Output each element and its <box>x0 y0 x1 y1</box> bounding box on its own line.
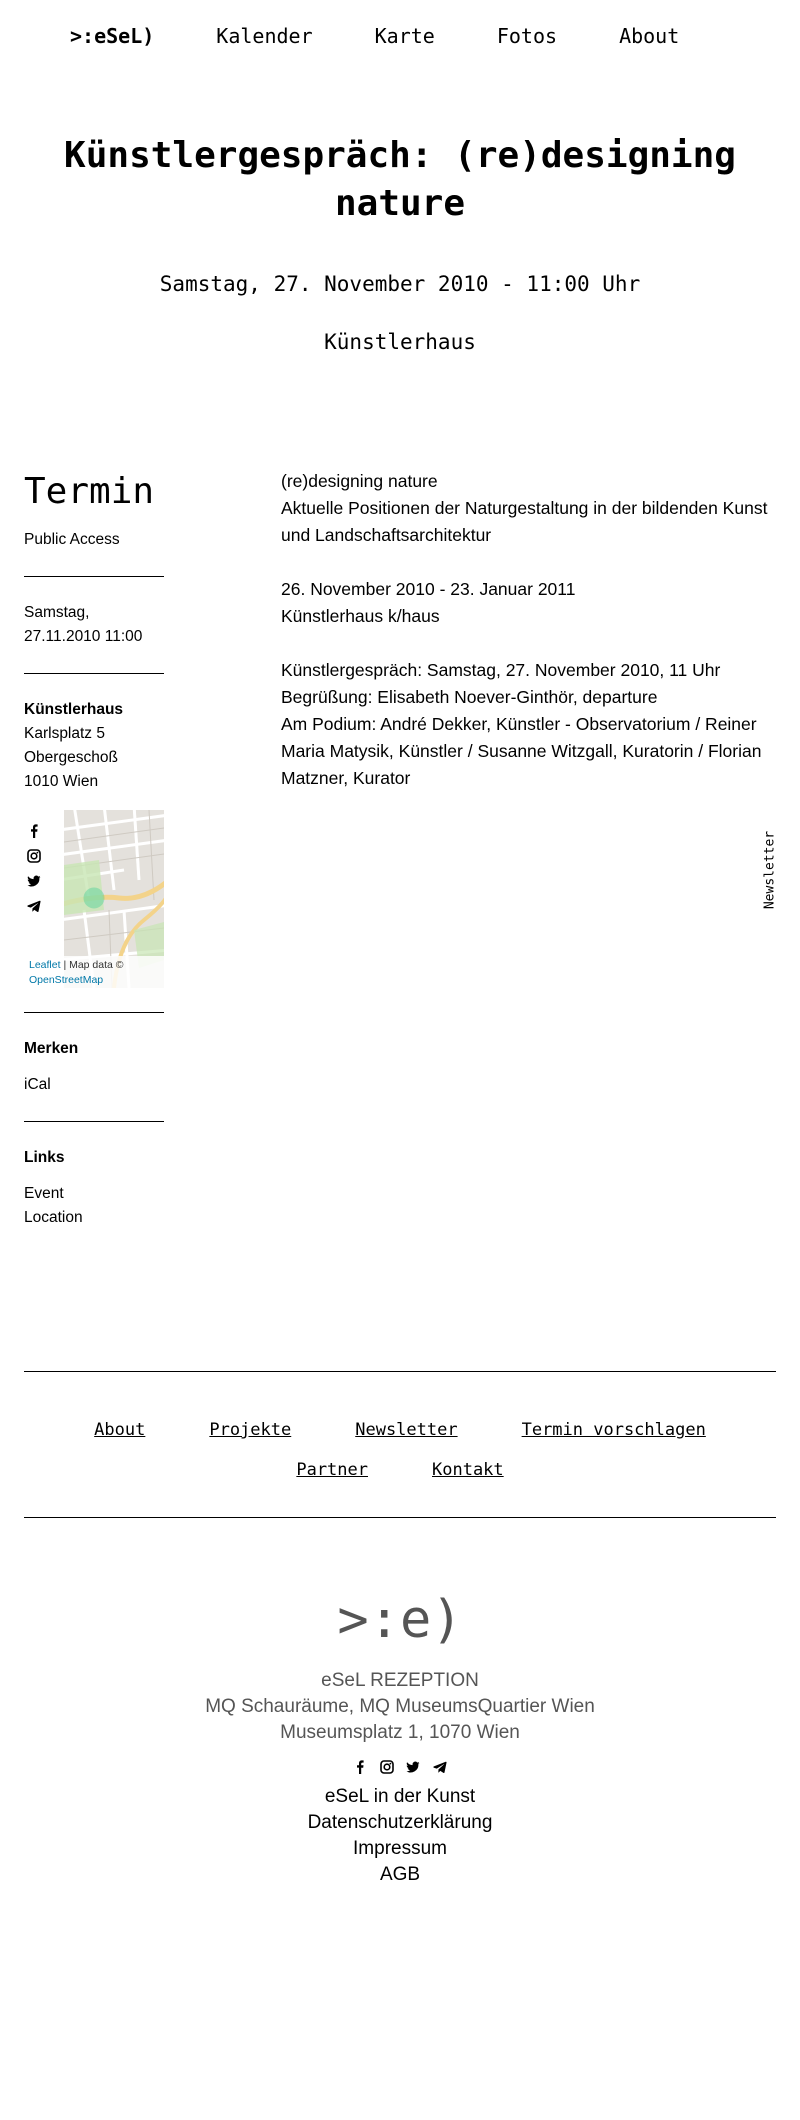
sidebar-date-line1: Samstag, <box>24 604 90 621</box>
telegram-icon[interactable] <box>27 899 41 913</box>
event-description <box>281 468 781 819</box>
footer-link-agb[interactable]: AGB <box>379 1864 421 1885</box>
footer-link-datenschutz[interactable]: Datenschutzerklärung <box>307 1812 493 1833</box>
footer-link-about[interactable]: About <box>94 1420 146 1440</box>
sidebar-heading: Termin <box>24 471 155 512</box>
telegram-icon[interactable] <box>433 1760 447 1774</box>
access-label: Public Access <box>24 531 120 548</box>
ical-link[interactable]: iCal <box>24 1076 51 1093</box>
location-link[interactable]: Location <box>24 1209 83 1226</box>
location-name: Künstlerhaus <box>24 701 124 718</box>
top-nav <box>70 24 679 48</box>
instagram-icon[interactable] <box>380 1760 394 1774</box>
osm-link[interactable]: OpenStreetMap <box>29 974 104 986</box>
divider <box>24 576 164 577</box>
nav-item-about[interactable]: About <box>619 24 680 48</box>
map-attrib-sep: | Map data © <box>60 959 124 971</box>
event-date: Samstag, 27. November 2010 - 11:00 Uhr <box>159 272 641 296</box>
footer-line: eSeL REZEPTION <box>321 1670 479 1691</box>
description-paragraph <box>281 576 781 630</box>
nav-item-fotos[interactable]: Fotos <box>496 24 558 48</box>
map-attribution <box>24 956 164 988</box>
social-and-map <box>24 810 164 988</box>
divider <box>24 1371 776 1372</box>
merken-title: Merken <box>24 1040 79 1057</box>
address-line: 1010 Wien <box>24 773 99 790</box>
event-venue: Künstlerhaus <box>324 330 476 354</box>
footer-nav <box>24 1410 776 1490</box>
divider <box>24 1517 776 1518</box>
description-line: Begrüßung: Elisabeth Noever-Ginthör, departure <box>281 687 658 707</box>
page-title: Künstlergespräch: (re)designing nature <box>64 135 736 224</box>
footer-link-partner[interactable]: Partner <box>296 1460 368 1480</box>
footer-logo[interactable]: >:e) <box>337 1590 463 1650</box>
site-logo[interactable]: >:eSeL) <box>70 24 155 48</box>
description-line: Künstlergespräch: Samstag, 27. November 2010, 11 Uhr <box>281 660 721 680</box>
description-line: Aktuelle Positionen der Naturgestaltung in der bildenden Kunst und Landschaftsarchitektur <box>281 498 768 545</box>
leaflet-link[interactable]: Leaflet <box>29 959 61 971</box>
description-paragraph <box>281 468 781 549</box>
footer-link-newsletter[interactable]: Newsletter <box>355 1420 458 1440</box>
description-line: (re)designing nature <box>281 471 438 491</box>
footer-links <box>0 1784 800 1888</box>
footer-link-projekte[interactable]: Projekte <box>209 1420 292 1440</box>
nav-item-karte[interactable]: Karte <box>374 24 435 48</box>
address-line: Karlsplatz 5 <box>24 725 105 742</box>
twitter-icon[interactable] <box>406 1760 420 1774</box>
divider <box>24 673 164 674</box>
divider <box>24 1012 164 1013</box>
event-link[interactable]: Event <box>24 1185 64 1202</box>
footer-address <box>0 1668 800 1746</box>
twitter-icon[interactable] <box>27 874 41 888</box>
newsletter-tab[interactable] <box>758 830 782 910</box>
footer-link-kunst[interactable]: eSeL in der Kunst <box>324 1786 476 1807</box>
address-line: Obergeschoß <box>24 749 118 766</box>
footer-line: MQ Schauräume, MQ MuseumsQuartier Wien <box>205 1696 595 1717</box>
description-paragraph <box>281 657 781 792</box>
footer-link-termin-vorschlagen[interactable]: Termin vorschlagen <box>521 1420 706 1440</box>
facebook-icon[interactable] <box>353 1760 367 1774</box>
newsletter-tab-label: Newsletter <box>762 830 778 910</box>
description-line: 26. November 2010 - 23. Januar 2011 <box>281 579 576 599</box>
description-line: Künstlerhaus k/haus <box>281 606 440 626</box>
event-sidebar <box>24 468 164 1230</box>
nav-item-kalender[interactable]: Kalender <box>216 24 313 48</box>
facebook-icon[interactable] <box>27 824 41 838</box>
divider <box>24 1121 164 1122</box>
footer-line: Museumsplatz 1, 1070 Wien <box>280 1722 520 1743</box>
footer-link-impressum[interactable]: Impressum <box>353 1838 447 1859</box>
instagram-icon[interactable] <box>27 849 41 863</box>
share-icons <box>24 824 64 924</box>
footer-link-kontakt[interactable]: Kontakt <box>432 1460 504 1480</box>
links-title: Links <box>24 1149 65 1166</box>
sidebar-date-line2: 27.11.2010 11:00 <box>24 628 143 645</box>
footer-social-icons <box>0 1758 800 1776</box>
description-line: Am Podium: André Dekker, Künstler - Observatorium / Reiner Maria Matysik, Künstler / Susanne Witzgall, Kuratorin / Florian Matzner, Kurator <box>281 714 762 788</box>
